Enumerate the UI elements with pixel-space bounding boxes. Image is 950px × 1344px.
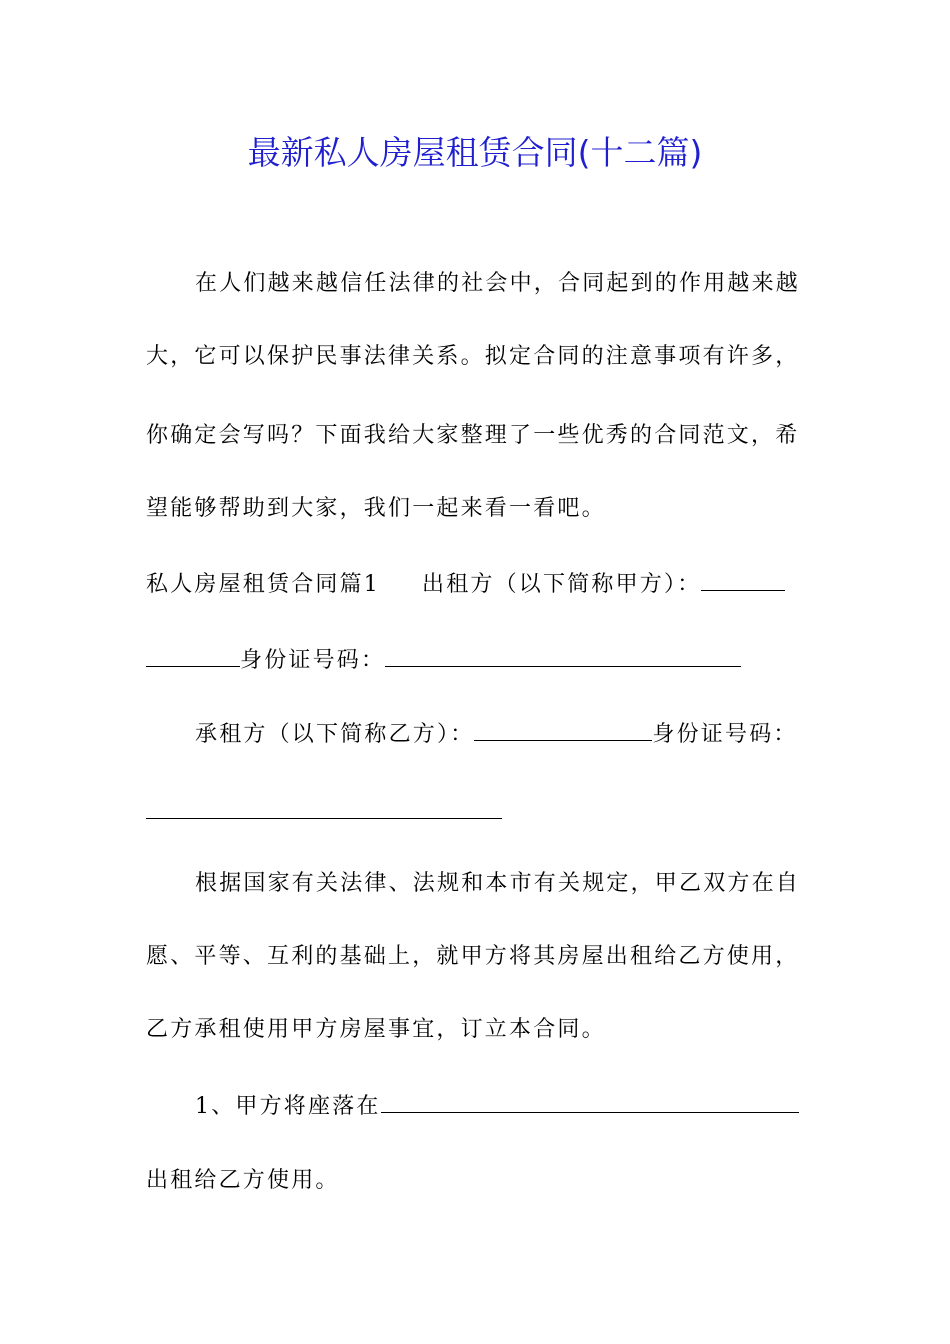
- intro-line-2: 大，它可以保护民事法律关系。拟定合同的注意事项有许多，: [146, 344, 800, 369]
- intro-line-4: 望能够帮助到大家，我们一起来看一看吧。: [146, 496, 606, 521]
- section-heading: 私人房屋租赁合同篇1: [146, 572, 380, 597]
- lessee-id-blank-line: [146, 795, 806, 831]
- clause-1-end: 出租给乙方使用。: [146, 1168, 340, 1193]
- lessee-line: [195, 717, 806, 753]
- document-title: 最新私人房屋租赁合同(十二篇): [247, 133, 703, 172]
- lessor-line: [146, 567, 806, 603]
- basis-line-2: 愿、平等、互利的基础上，就甲方将其房屋出租给乙方使用，: [146, 944, 800, 969]
- lessor-name-blank: [701, 590, 785, 591]
- property-location-blank: [381, 1112, 799, 1113]
- clause-1-start: 1、甲方将座落在: [195, 1094, 381, 1119]
- lessee-name-blank: [474, 740, 652, 741]
- intro-line-1: 在人们越来越信任法律的社会中，合同起到的作用越来越: [195, 271, 801, 296]
- basis-line-3: 乙方承租使用甲方房屋事宜，订立本合同。: [146, 1017, 606, 1042]
- lessee-id-label: 身份证号码：: [652, 722, 798, 747]
- lessor-id-line: [146, 643, 806, 679]
- lessor-id-blank: [385, 666, 741, 667]
- intro-line-3: 你确定会写吗？下面我给大家整理了一些优秀的合同范文，希: [146, 423, 800, 448]
- lessee-label: 承租方（以下简称乙方）：: [195, 722, 475, 747]
- lessor-name-blank-continued: [146, 666, 240, 667]
- basis-line-1: 根据国家有关法律、法规和本市有关规定，甲乙双方在自: [195, 871, 801, 896]
- clause-1-line: [195, 1089, 806, 1125]
- lessor-label: 出租方（以下简称甲方）：: [422, 572, 702, 597]
- lessee-id-blank: [146, 818, 502, 819]
- lessor-id-label: 身份证号码：: [240, 648, 386, 673]
